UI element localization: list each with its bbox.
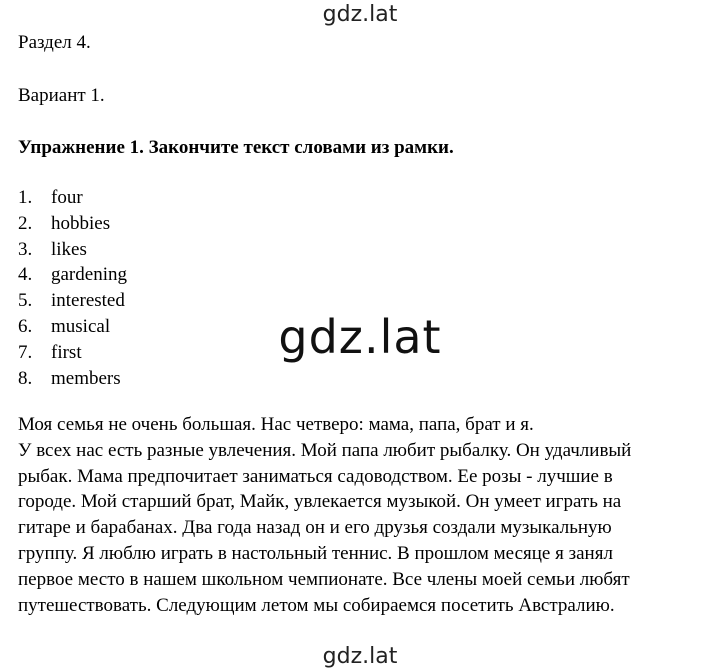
answer-word: first: [51, 341, 82, 363]
answer-item: [18, 185, 127, 211]
answer-word: likes: [51, 238, 87, 260]
watermark-top: gdz.lat: [322, 2, 398, 27]
answer-word: interested: [51, 290, 125, 312]
answer-number: 8.: [18, 367, 33, 389]
answer-number: 7.: [18, 341, 33, 363]
translation-line: рыбак. Мама предпочитает заниматься садоводством. Ее розы - лучшие в: [18, 465, 613, 487]
answer-number: 6.: [18, 315, 33, 337]
answer-item: [18, 211, 127, 237]
answer-number: 4.: [18, 264, 33, 286]
translation-line: Моя семья не очень большая. Нас четверо: мама, папа, брат и я.: [18, 414, 534, 435]
answer-number: 3.: [18, 238, 33, 260]
variant-heading: Вариант 1.: [18, 85, 105, 106]
section-heading: Раздел 4.: [18, 32, 91, 53]
translation-line: группу. Я люблю играть в настольный теннис. В прошлом месяце я занял: [18, 542, 613, 564]
translation-line: У всех нас есть разные увлечения. Мой папа любит рыбалку. Он удачливый: [18, 439, 632, 461]
answer-word: four: [51, 187, 83, 208]
exercise-title: Упражнение 1. Закончите текст словами из рамки.: [18, 137, 454, 158]
answer-item: [18, 366, 127, 392]
answer-number: 2.: [18, 212, 33, 234]
translation-line: городе. Мой старший брат, Майк, увлекается музыкой. Он умеет играть на: [18, 491, 622, 513]
answer-item: [18, 262, 127, 288]
answer-number: 1.: [18, 187, 33, 208]
answer-item: [18, 237, 127, 263]
translation-text: [18, 412, 718, 618]
answer-word: members: [51, 367, 121, 389]
answer-word: hobbies: [51, 212, 111, 234]
answer-number: 5.: [18, 290, 33, 312]
translation-line: гитаре и барабанах. Два года назад он и его друзья создали музыкальную: [18, 517, 612, 539]
answer-word: musical: [51, 315, 111, 337]
translation-line: путешествовать. Следующим летом мы собираемся посетить Австралию.: [18, 594, 615, 616]
translation-line: первое место в нашем школьном чемпионате. Все члены моей семьи любят: [18, 568, 630, 590]
watermark-center: gdz.lat: [278, 310, 442, 364]
watermark-bottom: gdz.lat: [322, 644, 398, 669]
answer-word: gardening: [51, 264, 127, 286]
